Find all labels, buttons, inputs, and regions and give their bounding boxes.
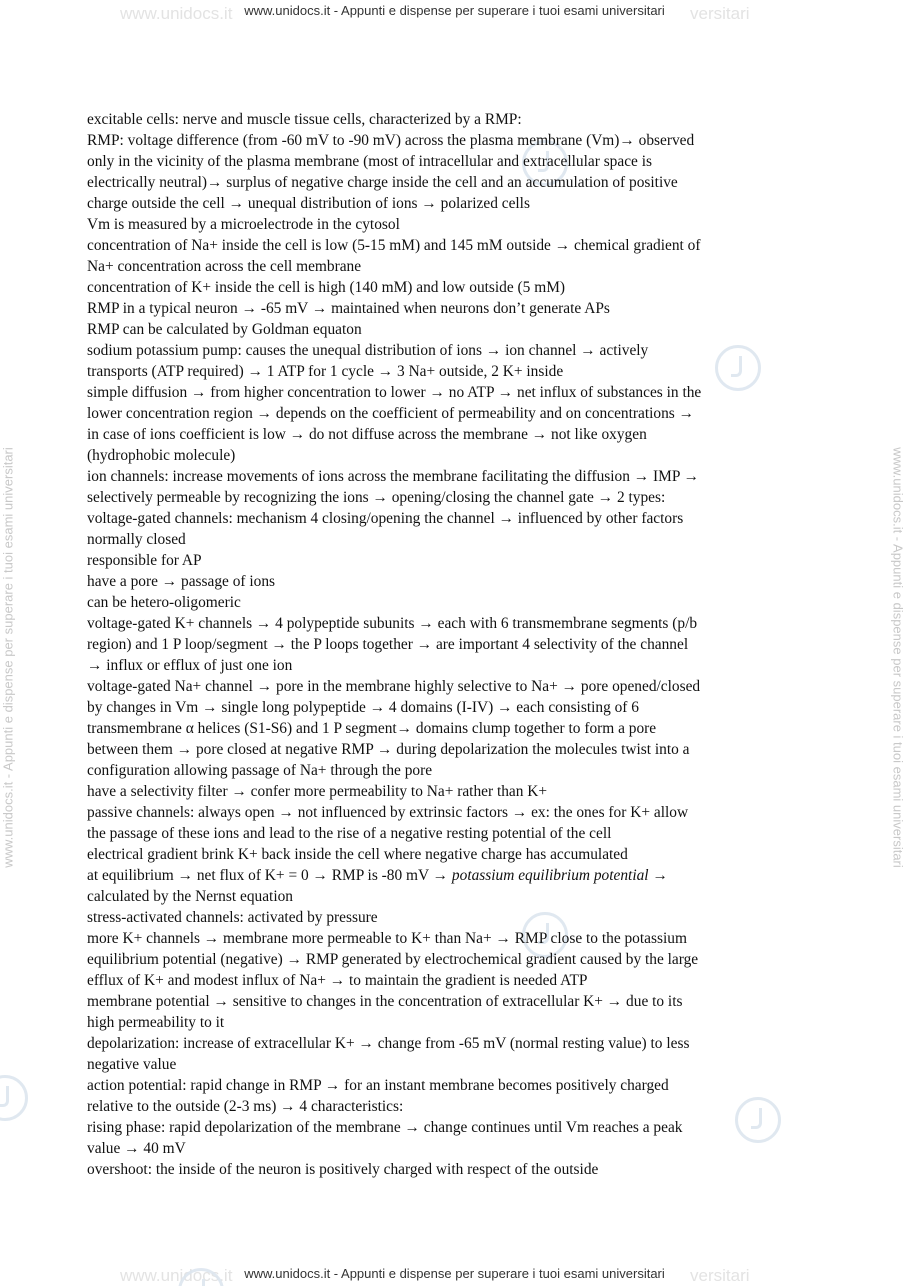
text-line: ion channels: increase movements of ions across the membrane facilitating the diffusion → IMP → <box>87 468 700 485</box>
text-line: stress-activated channels: activated by pressure <box>87 909 378 926</box>
text-line: lower concentration region → depends on the coefficient of permeability and on concentrations → <box>87 405 695 422</box>
text-line: efflux of K+ and modest influx of Na+ → to maintain the gradient is needed ATP <box>87 972 588 989</box>
footer-banner[interactable]: www.unidocs.it - Appunti e dispense per superare i tuoi esami universitari <box>244 1266 665 1281</box>
watermark-ghost-top-right: versitari <box>690 4 750 23</box>
equilibrium-term: potassium equilibrium potential <box>451 867 649 884</box>
text-line: in case of ions coefficient is low → do not diffuse across the membrane → not like oxygen <box>87 426 647 443</box>
watermark-logo-icon <box>0 1075 28 1121</box>
text-line: → influx or efflux of just one ion <box>87 657 293 674</box>
text-line: configuration allowing passage of Na+ through the pore <box>87 762 433 779</box>
side-watermark-right: www.unidocs.it - Appunti e dispense per superare i tuoi esami universitari <box>890 447 906 868</box>
text-line: Vm is measured by a microelectrode in the cytosol <box>87 216 400 233</box>
text-line: electrically neutral)→ surplus of negative charge inside the cell and an accumulation of positive <box>87 174 678 191</box>
text-line: normally closed <box>87 531 186 548</box>
text-line: concentration of K+ inside the cell is high (140 mM) and low outside (5 mM) <box>87 279 566 296</box>
text-line: by changes in Vm → single long polypeptide → 4 domains (I-IV) → each consisting of 6 <box>87 699 639 716</box>
text-line: excitable cells: nerve and muscle tissue cells, characterized by a RMP: <box>87 111 522 128</box>
text-line: voltage-gated channels: mechanism 4 closing/opening the channel → influenced by other factors <box>87 510 684 527</box>
text-line: calculated by the Nernst equation <box>87 888 293 905</box>
text-line: RMP in a typical neuron → -65 mV → maintained when neurons don’t generate APs <box>87 300 610 317</box>
header-banner[interactable]: www.unidocs.it - Appunti e dispense per superare i tuoi esami universitari <box>244 3 665 18</box>
text-line: rising phase: rapid depolarization of the membrane → change continues until Vm reaches a peak <box>87 1119 683 1136</box>
text-line: electrical gradient brink K+ back inside the cell where negative charge has accumulated <box>87 846 628 863</box>
text-line: only in the vicinity of the plasma membrane (most of intracellular and extracellular space is <box>87 153 652 170</box>
text-line: overshoot: the inside of the neuron is positively charged with respect of the outside <box>87 1161 599 1178</box>
text-line: between them → pore closed at negative RMP → during depolarization the molecules twist into a <box>87 741 690 758</box>
text-line: selectively permeable by recognizing the ions → opening/closing the channel gate → 2 types: <box>87 489 666 506</box>
document-body <box>87 109 847 1180</box>
text-line: (hydrophobic molecule) <box>87 447 236 464</box>
text-line: negative value <box>87 1056 177 1073</box>
text-line: have a pore → passage of ions <box>87 573 276 590</box>
paragraph-block <box>87 109 847 865</box>
equilibrium-text-after: → <box>648 867 668 884</box>
text-line: charge outside the cell → unequal distribution of ions → polarized cells <box>87 195 530 212</box>
equilibrium-text-before: at equilibrium → net flux of K+ = 0 → RMP is -80 mV → <box>87 867 452 884</box>
text-line: transmembrane α helices (S1-S6) and 1 P segment→ domains clump together to form a pore <box>87 720 657 737</box>
text-line: passive channels: always open → not influenced by extrinsic factors → ex: the ones for K+ allow <box>87 804 689 821</box>
text-line: transports (ATP required) → 1 ATP for 1 cycle → 3 Na+ outside, 2 K+ inside <box>87 363 564 380</box>
watermark-ghost-top: www.unidocs.it <box>120 4 233 23</box>
text-line: simple diffusion → from higher concentration to lower → no ATP → net influx of substances in the <box>87 384 702 401</box>
text-line: the passage of these ions and lead to the rise of a negative resting potential of the cell <box>87 825 612 842</box>
text-line: more K+ channels → membrane more permeable to K+ than Na+ → RMP close to the potassium <box>87 930 687 947</box>
text-line: high permeability to it <box>87 1014 225 1031</box>
text-line: responsible for AP <box>87 552 202 569</box>
text-line: equilibrium potential (negative) → RMP generated by electrochemical gradient caused by the large <box>87 951 699 968</box>
text-line: voltage-gated K+ channels → 4 polypeptide subunits → each with 6 transmembrane segments (p/b <box>87 615 698 632</box>
text-line: can be hetero-oligomeric <box>87 594 241 611</box>
paragraph-block <box>87 886 847 1180</box>
text-line: value → 40 mV <box>87 1140 186 1157</box>
text-line: region) and 1 P loop/segment → the P loops together → are important 4 selectivity of the channel <box>87 636 689 653</box>
side-watermark-left: www.unidocs.it - Appunti e dispense per superare i tuoi esami universitari <box>0 447 16 868</box>
watermark-ghost-bottom: www.unidocs.it <box>120 1266 233 1285</box>
text-line: have a selectivity filter → confer more permeability to Na+ rather than K+ <box>87 783 548 800</box>
text-line: voltage-gated Na+ channel → pore in the membrane highly selective to Na+ → pore opened/closed <box>87 678 701 695</box>
text-line: membrane potential → sensitive to changes in the concentration of extracellular K+ → due to its <box>87 993 683 1010</box>
text-line-equilibrium <box>87 865 847 886</box>
watermark-ghost-bottom-right: versitari <box>690 1266 750 1285</box>
text-line: sodium potassium pump: causes the unequal distribution of ions → ion channel → actively <box>87 342 649 359</box>
text-line: depolarization: increase of extracellular K+ → change from -65 mV (normal resting value) to less <box>87 1035 690 1052</box>
text-line: RMP: voltage difference (from -60 mV to -90 mV) across the plasma membrane (Vm)→ observed <box>87 132 695 149</box>
text-line: relative to the outside (2-3 ms) → 4 characteristics: <box>87 1098 404 1115</box>
text-line: RMP can be calculated by Goldman equaton <box>87 321 362 338</box>
text-line: Na+ concentration across the cell membrane <box>87 258 362 275</box>
text-line: action potential: rapid change in RMP → for an instant membrane becomes positively charged <box>87 1077 669 1094</box>
text-line: concentration of Na+ inside the cell is low (5-15 mM) and 145 mM outside → chemical gradient of <box>87 237 701 254</box>
